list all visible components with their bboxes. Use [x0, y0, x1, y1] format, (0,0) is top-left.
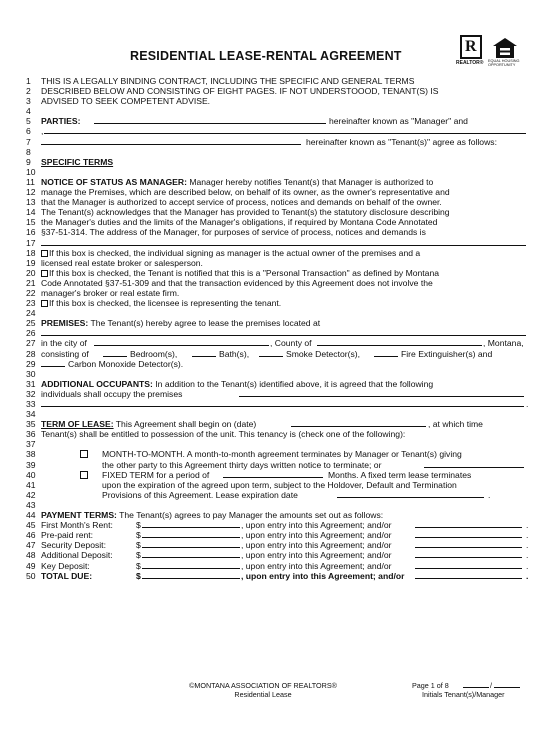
- tenant-name-field[interactable]: [41, 137, 301, 145]
- manager-address-field[interactable]: [41, 238, 526, 246]
- month-to-month-field[interactable]: [424, 460, 524, 468]
- line-14: 14 The Tenant(s) acknowledges that the Manager has provided to Tenant(s) the statutory disclosure describing: [26, 207, 450, 218]
- line-36: 36 Tenant(s) shall be entitled to possession of the unit. This tenancy is (check one of the following):: [26, 429, 406, 440]
- occupants-field-2[interactable]: [41, 399, 524, 407]
- fixed-term-checkbox[interactable]: [80, 471, 88, 479]
- payment-row: 48 Additional Deposit: $ , upon entry into this Agreement; and/or .: [26, 550, 529, 561]
- line-40: 40 FIXED TERM for a period of Months. A fixed term lease terminates: [26, 469, 472, 480]
- expiration-date-field[interactable]: [337, 490, 484, 498]
- lease-page: RESIDENTIAL LEASE-RENTAL AGREEMENT R REALTOR® EQUAL HOUSING OPPORTUNITY 1 THIS IS A LEGALLY BINDING CONTRACT, INCLUDING THE SPECIFIC AND GENERAL TERMS 2 DESCRIBED BELOW AND CONSISTING OF EIGHT PAGES. IF NOT UNDERSTOOOD, TENANT(S) IS 3 ADVISED TO SEEK COMPETENT ADVISE. 4 5 PARTIES: hereinafter known as "Manager" and 6 , 7 hereinafter known as "Tenant(s)" agree as follows: 8 9 SPECIFIC TERMS 10 11 NOTICE OF STATUS AS MANAGER: Manager hereby notifies Tenant(s) that Manager is authorized to 12 manage the Premises, which are described below, on behalf of its owner, as the owner's representative and 13 that the Manager is authorized to accept service of process, notices and demands on behalf of the owner. 14 The Tenant(s) acknowledges that the Manager has provided to Tenant(s) the statutory disclosure describing 15 the Manager's duties and the limits of the Manager's obligations, if required by Montana Code Annotated 16 §37-51-314. The address of the Manager, for purposes of service of process, notices and demands is 17 18 If this box is checked, the individual signing as manager is the actual owner of the premises and a 19 licensed real estate broker or salesperson. 20 If this box is checked, the Tenant is notified that this is a "Personal Transaction" as defined by Montana 21 Code Annotated §37-51-309 and that the transaction evidenced by this Agreement does not involve the 22 manager's broker or real estate firm. 23 If this box is checked, the licensee is representing the tenant. 24 25 PREMISES: The Tenant(s) hereby agree to lease the premises located at 26 27 in the city of , County of , Montana, 28 consisting of Bedroom(s), Bath(s), Smoke Detector(s), Fire Extinguisher(s) and 29 Carbon Monoxide Detector(s). 30 31 ADDITIONAL OCCUPANTS: In addition to the Tenant(s) identified above, it is agreed that the following 32 individuals shall occupy the premises 33 . 34 35 TERM OF LEASE: This Agreement shall begin on (date) , at which time 36 Tenant(s) shall be entitled to possession of the unit. This tenancy is (check one of the following): 37 38 MONTH-TO-MONTH. A month-to-month agreement terminates by Manager or Tenant(s) giving 39 the other party to this Agreement thirty days written notice to terminate; or 40 FIXED TERM for a period of Months. A fixed term lease terminates 41 upon the expiration of the agreed upon term, subject to the Holdover, Default and Termination 42 Provisions of this Agreement. Lease expiration date . 43 44 PAYMENT TERMS: The Tenant(s) agrees to pay Manager the amounts set out as follows: 45 First Month's Rent: $ , upon entry into this Agreement; and/or . 46 Pre-paid rent: $ , upon entry into this Agreement; and/or . 47 Security Deposit: $ , upon entry into this Agreement; and/or . 48 Additional Deposit: $ , upon entry into this Agreement; and/or . 49 Key Deposit: $ , upon entry into this Agreement; and/or . 50 TOTAL DUE: $ , upon entry into this Agreement; and/or . ©MONTANA ASSOCIATION OF REALTORS® Residential Lease Page 1 of 8 / Initials Tenant(s)/Manager: [0, 0, 550, 737]
- line-23: 23 If this box is checked, the licensee is representing the tenant.: [26, 298, 282, 309]
- document-name: Residential Lease: [234, 690, 292, 699]
- prepaid-rent-amount[interactable]: [142, 530, 240, 538]
- realtor-caption: REALTOR®: [456, 60, 484, 66]
- line-4: 4: [26, 106, 31, 117]
- payment-row: 45 First Month's Rent: $ , upon entry into this Agreement; and/or .: [26, 520, 529, 531]
- start-date-field[interactable]: [291, 419, 426, 427]
- line-39: 39 the other party to this Agreement thirty days written notice to terminate; or: [26, 460, 526, 470]
- line-34: 34: [26, 409, 36, 420]
- county-field[interactable]: [317, 338, 482, 346]
- line-25: 25 PREMISES: The Tenant(s) hereby agree to lease the premises located at: [26, 318, 321, 329]
- total-due-amount[interactable]: [142, 571, 240, 579]
- first-month-rent-amount[interactable]: [142, 520, 240, 528]
- line-26: 26: [26, 328, 526, 338]
- baths-field[interactable]: [192, 349, 216, 357]
- line-21: 21 Code Annotated §37-51-309 and that the transaction evidenced by this Agreement does not involve the: [26, 277, 433, 288]
- logo-group: [456, 35, 526, 67]
- premises-label: PREMISES:: [41, 318, 89, 329]
- line-22: 22 manager's broker or real estate firm.: [26, 287, 180, 298]
- line-17: 17: [26, 238, 526, 248]
- additional-deposit-amount[interactable]: [142, 550, 240, 558]
- personal-transaction-checkbox[interactable]: [41, 270, 48, 277]
- line-13: 13 that the Manager is authorized to accept service of process, notices and demands on behalf of the owner.: [26, 197, 442, 208]
- line-41: 41 upon the expiration of the agreed upon term, subject to the Holdover, Default and Termination: [26, 479, 457, 490]
- key-deposit-alt[interactable]: [415, 561, 522, 569]
- security-deposit-alt[interactable]: [415, 540, 522, 548]
- realtor-r-icon: R: [460, 35, 482, 59]
- term-of-lease-label: TERM OF LEASE:: [41, 419, 114, 430]
- notice-status-label: NOTICE OF STATUS AS MANAGER:: [41, 176, 187, 187]
- document-title: RESIDENTIAL LEASE-RENTAL AGREEMENT: [130, 49, 402, 63]
- bedrooms-field[interactable]: [103, 349, 127, 357]
- line-44: 44 PAYMENT TERMS: The Tenant(s) agrees to pay Manager the amounts set out as follows:: [26, 510, 384, 521]
- premises-address-field[interactable]: [41, 328, 526, 336]
- line-35: 35 TERM OF LEASE: This Agreement shall begin on (date) , at which time: [26, 419, 483, 430]
- line-15: 15 the Manager's duties and the limits of the Manager's obligations, if required by Montana Code Annotated: [26, 217, 438, 228]
- manager-name-field[interactable]: [94, 116, 326, 124]
- party-continuation-field[interactable]: [44, 126, 526, 134]
- line-8: 8: [26, 146, 31, 157]
- line-12: 12 manage the Premises, which are described below, on behalf of its owner, as the owner's representative and: [26, 187, 450, 198]
- line-16: 16 §37-51-314. The address of the Manager, for purposes of service of process, notices and demands is: [26, 227, 426, 238]
- manager-initials-field[interactable]: [494, 681, 520, 688]
- line-42: 42 Provisions of this Agreement. Lease expiration date .: [26, 489, 491, 500]
- line-19: 19 licensed real estate broker or salesperson.: [26, 257, 203, 268]
- line-5: 5 PARTIES: hereinafter known as "Manager" and: [26, 116, 468, 127]
- line-20: 20 If this box is checked, the Tenant is notified that this is a "Personal Transaction" as defined by Montana: [26, 267, 440, 278]
- line-3: 3 ADVISED TO SEEK COMPETENT ADVISE.: [26, 96, 211, 107]
- line-1: 1 THIS IS A LEGALLY BINDING CONTRACT, INCLUDING THE SPECIFIC AND GENERAL TERMS: [26, 76, 415, 86]
- initials-caption: Initials Tenant(s)/Manager: [422, 690, 505, 699]
- prepaid-rent-alt[interactable]: [415, 530, 522, 538]
- specific-terms-heading: SPECIFIC TERMS: [41, 156, 114, 167]
- co-detectors-field[interactable]: [41, 359, 65, 367]
- line-33: 33 .: [26, 399, 529, 409]
- tenant-known-as: hereinafter known as "Tenant(s)" agree as follows:: [306, 136, 497, 147]
- line-43: 43: [26, 499, 36, 510]
- line-37: 37: [26, 439, 36, 450]
- payment-row: 46 Pre-paid rent: $ , upon entry into this Agreement; and/or .: [26, 530, 529, 541]
- additional-occupants-label: ADDITIONAL OCCUPANTS:: [41, 378, 153, 389]
- manager-known-as: hereinafter known as "Manager" and: [329, 116, 468, 127]
- page-number: Page 1 of 8: [412, 681, 449, 690]
- month-to-month-checkbox[interactable]: [80, 450, 88, 458]
- line-9: 9 SPECIFIC TERMS: [26, 157, 526, 167]
- line-18: 18 If this box is checked, the individual signing as manager is the actual owner of the premises and a: [26, 247, 421, 258]
- numbered-lines: [26, 76, 529, 581]
- security-deposit-amount[interactable]: [142, 540, 240, 548]
- line-2: 2 DESCRIBED BELOW AND CONSISTING OF EIGHT PAGES. IF NOT UNDERSTOOOD, TENANT(S) IS: [26, 86, 439, 97]
- line-31: 31 ADDITIONAL OCCUPANTS: In addition to the Tenant(s) identified above, it is agreed that the following: [26, 378, 434, 389]
- payment-row-total: 50 TOTAL DUE: $ , upon entry into this Agreement; and/or .: [26, 570, 529, 581]
- fixed-term-months-field[interactable]: [223, 470, 323, 478]
- line-29: 29 Carbon Monoxide Detector(s).: [26, 358, 184, 369]
- smoke-detectors-field[interactable]: [259, 349, 283, 357]
- equal-housing-icon: [492, 37, 518, 59]
- line-24: 24: [26, 308, 36, 319]
- line-27: 27 in the city of , County of , Montana,: [26, 338, 524, 349]
- line-7: 7 hereinafter known as "Tenant(s)" agree as follows:: [26, 136, 497, 147]
- tenant-initials-field[interactable]: [463, 681, 489, 688]
- line-28: 28 consisting of Bedroom(s), Bath(s), Smoke Detector(s), Fire Extinguisher(s) and: [26, 348, 493, 359]
- eho-caption: EQUAL HOUSING OPPORTUNITY: [488, 59, 520, 67]
- payment-row: 47 Security Deposit: $ , upon entry into this Agreement; and/or .: [26, 540, 529, 551]
- first-month-rent-alt[interactable]: [415, 520, 522, 528]
- licensee-represents-tenant-checkbox[interactable]: [41, 300, 48, 307]
- additional-deposit-alt[interactable]: [415, 550, 522, 558]
- occupants-field[interactable]: [239, 389, 524, 397]
- owner-broker-checkbox[interactable]: [41, 250, 48, 257]
- parties-label: PARTIES:: [41, 116, 81, 127]
- line-11: 11 NOTICE OF STATUS AS MANAGER: Manager hereby notifies Tenant(s) that Manager is authorized to: [26, 176, 434, 187]
- copyright-notice: ©MONTANA ASSOCIATION OF REALTORS®: [189, 681, 337, 690]
- fire-extinguishers-field[interactable]: [374, 349, 398, 357]
- line-32: 32 individuals shall occupy the premises: [26, 389, 526, 399]
- total-due-alt[interactable]: [415, 571, 522, 579]
- payment-terms-label: PAYMENT TERMS:: [41, 510, 117, 521]
- line-38: 38 MONTH-TO-MONTH. A month-to-month agreement terminates by Manager or Tenant(s) giving: [26, 449, 462, 460]
- payment-row: 49 Key Deposit: $ , upon entry into this Agreement; and/or .: [26, 560, 529, 571]
- city-field[interactable]: [94, 338, 269, 346]
- key-deposit-amount[interactable]: [142, 561, 240, 569]
- line-30: 30: [26, 368, 36, 379]
- line-6: 6 ,: [26, 126, 526, 136]
- line-10: 10: [26, 166, 36, 177]
